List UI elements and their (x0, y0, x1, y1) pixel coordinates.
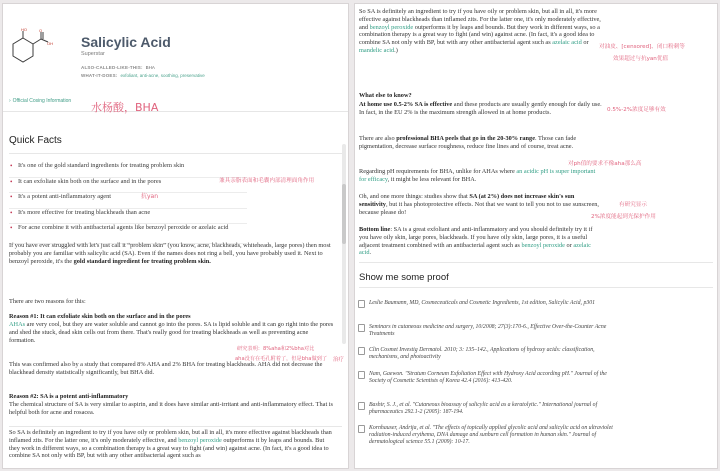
svg-text:HO: HO (21, 27, 27, 32)
handwritten-note: 对ph值的要求不像aha那么高 (568, 161, 642, 167)
divider (359, 262, 713, 263)
bottom-line-paragraph: Bottom line: SA is a great exfoliant and anti-inflammatory and you should definitely try it if you have oily skin, large pores, blackheads. If you have oily skin, large pores, it is a useful adjacent treatment combined with an antibacterial agent such as benzoyl peroxide or azelaic acid. (359, 226, 593, 257)
ingredient-header (3, 4, 348, 112)
what-it-does: WHAT-IT-DOES: exfoliant, anti-acne, soothing, preservative (81, 73, 205, 78)
left-page-panel (2, 3, 349, 469)
divider (359, 287, 713, 288)
handwritten-note: 有研究显示 (619, 202, 647, 208)
handwritten-note: 抗yan (141, 193, 159, 200)
home-use-paragraph: At home use 0.5-2% SA is effective and these products are usually gently enough for daily use. In fact, in the EU 2% is the maximum strength allowed in at home products. (359, 101, 602, 116)
reference-item: Leslie Baumann, MD, Cosmeceuticals and Cosmetic Ingredients, 1st edition, Salicylic Acid, p301 (369, 300, 619, 307)
scrollbar[interactable] (342, 144, 346, 344)
sun-study-paragraph: Oh, and one more things: studies show that SA (at 2%) does not increase skin's sun sensitivity, but it has photoprotective effects. Not that we want to tell you not to use sunscreen, because please do! (359, 193, 599, 216)
ingredient-rating: Superstar (81, 51, 105, 57)
handwritten-title-note: 水杨酸，BHA (91, 101, 159, 114)
what-else-heading: What else to know? (359, 92, 412, 99)
quick-facts-list (9, 162, 247, 244)
molecule-structure-icon (9, 28, 51, 68)
ingredient-title: Salicylic Acid (81, 34, 171, 50)
handwritten-note: 对油皮、[censored]、闭口粉刺等 (599, 44, 685, 50)
reference-item: Nam, Gaewon. "Stratum Corneum Exfoliation Effect with Hydroxy Acid according pH." Journal of the Society of Cosmetic Scientists of Korea 42.4 (2016): 413-420. (369, 371, 619, 385)
quick-facts-heading: Quick Facts (9, 135, 62, 146)
peel-paragraph: There are also professional BHA peels that go in the 20-30% range. Those can fade pigmentation, decrease surface roughness, reduce fine lines and of course, treat acne. (359, 135, 577, 150)
proof-heading: Show me some proof (359, 272, 449, 283)
handwritten-note: 兼具亲脂表面和毛囊内部清理面角作用 (219, 178, 315, 184)
reasons-intro: There are two reasons for this: (9, 298, 86, 305)
reason-1-body: AHAs are very cool, but they are water soluble and cannot go into the pores. SA is lipid soluble and it can go right into the pores and shed the stuck, dead skin cells out from there. That's really good for treating blackheads as well as preventing acne formation. (9, 321, 334, 344)
list-item: • It's one of the gold standard ingredients for treating problem skin (9, 162, 247, 178)
intro-paragraph: If you have ever struggled with let's just call it “problem skin” (you know, acne, blackheads, whiteheads, large pores) then most probably you are familiar with salicylic acid (SA). Even if the names does not ring a bell, you have probably used it. Next to benzoyl peroxide, it's the gold standard ingredient for treating problem skin. (9, 242, 331, 265)
divider (9, 426, 342, 427)
reference-item: Kornhauser, Andrija, et al. "The effects of topically applied glycolic acid and salicylic acid on ultraviolet radiation-induced erythema, DNA damage and sunburn cell formation in human skin." Journal of dermatological science 55.1 (2009): 10-17. (369, 425, 619, 446)
handwritten-note: 0.5%-2%浓度足够有效 (607, 107, 666, 113)
summary-paragraph: So SA is definitely an ingredient to try if you have oily or problem skin, but all in all, it's more effective against blackheads than inflamed zits. For the latter one, it's only moderately effective, and benzoyl peroxide outperforms it by leaps and bounds. But they work in different ways, so a combination therapy is a great way to fight (and win) against acne. (In fact, it's a good idea to combine SA not only with BP, but with any other antibacterial agent such as azelaic acid or mandelic acid.) (359, 8, 601, 54)
reference-item: Bashir, S. J., et al. "Cutaneous bioassay of salicylic acid as a keratolytic." International journal of pharmaceutics 292.1-2 (2005): 187-194. (369, 402, 619, 416)
summary-paragraph-repeat: So SA is definitely an ingredient to try if you have oily or problem skin, but all in all, it's more effective against blackheads than inflamed zits. For the latter one, it's only moderately effective, and benzoyl peroxide outperforms it by leaps and bounds. But they work in different ways, so a combination therapy is a great way to fight (and win) against acne. (In fact, it's a good idea to combine SA not only with BP, but with any other antibacterial agent such as (9, 429, 332, 460)
svg-text:OH: OH (47, 41, 53, 46)
reference-item: Seminars in cutaneous medicine and surgery, 10/2008; 27(3):170-6., Effective Over-the-Counter Acne Treatments (369, 324, 619, 338)
handwritten-note: 治疗 (333, 357, 344, 363)
list-item: • It's a potent anti-inflammatory agent (9, 193, 247, 209)
list-item: • It's more effective for treating blackheads than acne (9, 209, 247, 225)
reason-2-body: The chemical structure of SA is very similar to aspirin, and it does have similar anti-irritant and anti-inflammatory effect. That is helpful both for acne and rosacea. (9, 401, 333, 416)
divider (9, 153, 342, 154)
svg-text:O: O (39, 28, 43, 33)
list-item: • It can exfoliate skin both on the surface and in the pores (9, 178, 247, 194)
handwritten-note: 研究表明：8%aha和2%bha对比 (237, 346, 315, 352)
reference-item: Clin Cosmet Investig Dermatol. 2010; 3: 135–142., Applications of hydroxy acids: classification, mechanisms, and photoactivity (369, 347, 619, 361)
reason-1-title: Reason #1: It can exfoliate skin both on the surface and in the pores (9, 313, 191, 320)
handwritten-note: 2%浓度能起到光保护作用 (591, 214, 656, 220)
right-page-panel (354, 3, 718, 469)
list-item: • For acne combine it with antibacterial agents like benzoyl peroxide or azelaic acid (9, 224, 247, 244)
handwritten-note: 效果超过与抗yan优值 (613, 56, 669, 62)
ph-paragraph: Regarding pH requirements for BHA, unlike for AHAs where an acidic pH is super important for efficacy, it might be less relevant for BHA. (359, 168, 596, 183)
official-cosing-link[interactable]: › Official Cosing Information (9, 98, 72, 104)
also-called: ALSO-CALLED-LIKE-THIS: BHA (81, 65, 155, 70)
reason-2-title: Reason #2: SA is a potent anti-inflammatory (9, 393, 129, 400)
handwritten-note: aha没有在毛孔附着了，但是bha做到了 (235, 356, 328, 362)
study-paragraph: This was confirmed also by a study that compared 8% AHA and 2% BHA for treating blackheads. AHA did not decrease the blackhead density statistically significantly, but BHA did. (9, 361, 323, 376)
